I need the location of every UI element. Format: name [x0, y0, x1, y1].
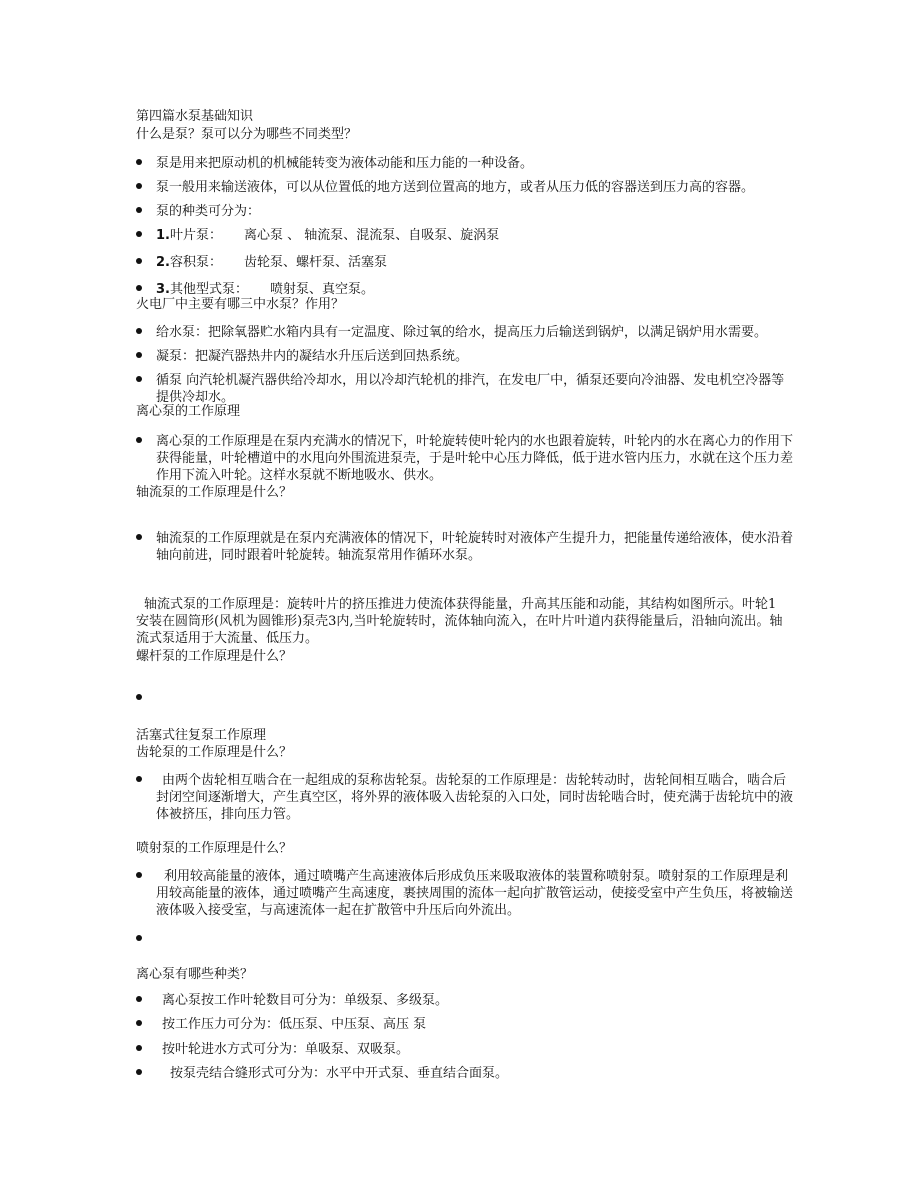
heading-piston-pump: 活塞式往复泵工作原理	[136, 728, 267, 743]
bullet-icon	[136, 159, 142, 165]
bullet-icon	[136, 207, 142, 213]
bullet-icon	[136, 352, 142, 358]
bullet-icon	[136, 935, 142, 941]
bullet-icon	[136, 1020, 142, 1026]
bullet-icon	[136, 231, 142, 237]
bullet-icon	[136, 328, 142, 334]
question-screw-pump: 螺杆泵的工作原理是什么？	[136, 649, 293, 664]
bullet-icon	[136, 437, 142, 443]
question-jet-pump: 喷射泵的工作原理是什么？	[136, 841, 293, 856]
bullet-icon	[136, 285, 142, 291]
bullet-icon	[136, 776, 142, 782]
paragraph-axial-detail: 轴流式泵的工作原理是：旋转叶片的挤压推进力使流体获得能量，升高其压能和动能，其结构如图所示。叶轮1安装在圆筒形(风机为圆锥形)泵壳3内,当叶轮旋转时，流体轴向流入，在叶片叶道内获得能量后，沿轴向流出。轴流式泵适用于大流量、低压力。	[136, 597, 783, 646]
bullet-icon	[136, 183, 142, 189]
question-centrifugal-types: 离心泵有哪些种类？	[136, 967, 254, 982]
bullet-icon	[136, 694, 142, 700]
question-axial-principle: 轴流泵的工作原理是什么？	[136, 485, 293, 500]
question-three-pumps: 火电厂中主要有哪三中水泵？作用？	[136, 297, 345, 312]
question-pump-types: 什么是泵？泵可以分为哪些不同类型？	[136, 127, 358, 142]
bullet-icon	[136, 258, 142, 264]
bullet-icon	[136, 1045, 142, 1051]
question-gear-pump: 齿轮泵的工作原理是什么？	[136, 745, 293, 760]
document-page: 第四篇水泵基础知识 什么是泵？泵可以分为哪些不同类型？ 泵是用来把原动机的机械能转变为液体动能和压力能的一种设备。 泵一般用来输送液体，可以从位置低的地方送到位置高的地方，或者从压力低的容器送到压力高的容器。 泵的种类可分为： 1.叶片泵： 离心泵 、 轴流泵、混流泵、自吸泵、旋涡泵 2.容积泵： 齿轮泵、螺杆泵、活塞泵 3.其他型式泵： 喷射泵、真空泵。 火电厂中主要有哪三中水泵？作用？ 给水泵：把除氧器贮水箱内具有一定温度、除过氧的给水，提高压力后输送到锅炉，以满足锅炉用水需要。 凝泵：把凝汽器热井内的凝结水升压后送到回热系统。 循泵 向汽轮机凝汽器供给冷却水，用以冷却汽轮机的排汽，在发电厂中，循泵还要向冷油器、发电机空冷器等提供冷却水。 离心泵的工作原理 离心泵的工作原理是在泵内充满水的情况下，叶轮旋转使叶轮内的水也跟着旋转，叶轮内的水在离心力的作用下获得能量，叶轮槽道中的水甩向外围流进泵壳，于是叶轮中心压力降低，低于进水管内压力，水就在这个压力差作用下流入叶轮。这样水泵就不断地吸水、供水。 轴流泵的工作原理是什么？ 轴流泵的工作原理就是在泵内充满液体的情况下，叶轮旋转时对液体产生提升力，把能量传递给液体，使水沿着轴向前进，同时跟着叶轮旋转。轴流泵常用作循环水泵。 轴流式泵的工作原理是：旋转叶片的挤压推进力使流体获得能量，升高其压能和动能，其结构如图所示。叶轮1安装在圆筒形(风机为圆锥形)泵壳3内,当叶轮旋转时，流体轴向流入，在叶片叶道内获得能量后，沿轴向流出。轴流式泵适用于大流量、低压力。 螺杆泵的工作原理是什么？ 活塞式往复泵工作原理 齿轮泵的工作原理是什么？ 由两个齿轮相互啮合在一起组成的泵称齿轮泵。齿轮泵的工作原理是：齿轮转动时，齿轮间相互啮合，啮合后封闭空间逐渐增大，产生真空区，将外界的液体吸入齿轮泵的入口处，同时齿轮啮合时，使充满于齿轮坑中的液体被挤压，排向压力管。 喷射泵的工作原理是什么？ 利用较高能量的液体，通过喷嘴产生高速液体后形成负压来吸取液体的装置称喷射泵。喷射泵的工作原理是利用较高能量的液体，通过喷嘴产生高速度，裹挟周围的流体一起向扩散管运动，使接受室中产生负压，将被输送液体吸入接受室，与高速流体一起在扩散管中升压后向外流出。 离心泵有哪些种类？ 离心泵按工作叶轮数目可分为：单级泵、多级泵。 按工作压力可分为：低压泵、中压泵、高压 泵 按叶轮进水方式可分为：单吸泵、双吸泵。 按泵壳结合缝形式可分为：水平中开式泵、垂直结合面泵。	[136, 109, 794, 1081]
bullet-icon	[136, 534, 142, 540]
bullet-icon	[136, 872, 142, 878]
bullet-icon	[136, 996, 142, 1002]
heading-centrifugal-principle: 离心泵的工作原理	[136, 404, 241, 419]
document-title: 第四篇水泵基础知识	[136, 109, 254, 124]
bullet-icon	[136, 1069, 142, 1075]
bullet-icon	[136, 376, 142, 382]
